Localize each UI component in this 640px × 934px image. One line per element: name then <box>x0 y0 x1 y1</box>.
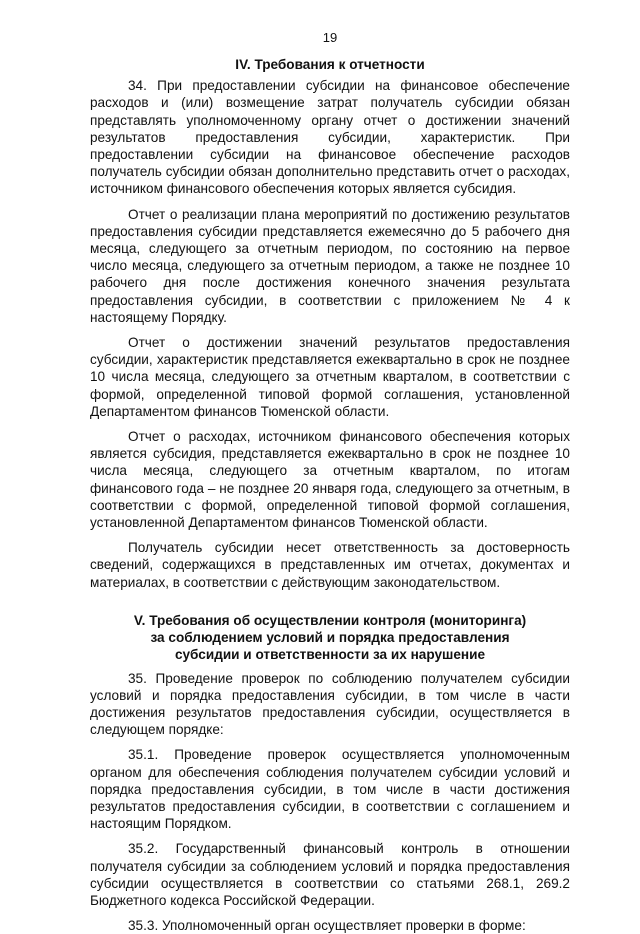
page-number: 19 <box>322 30 338 45</box>
section-5-title-line: V. Требования об осуществлении контроля (мониторинга) <box>133 612 527 628</box>
paragraph-results-report: Отчет о достижении значений результатов предоставления субсидии, характеристик представляется ежеквартально в срок не позднее 10 числа месяца, следующего за отчетным кварталом, в соответствии с формой, определенной типовой формой соглашения, установленной Департаментом финансов Тюменской области. <box>90 335 570 419</box>
paragraph-35-2: 35.2. Государственный финансовый контроль в отношении получателя субсидии за соблюдением условий и порядка предоставления субсидии осуществляется в соответствии со статьями 268.1, 269.2 Бюджетного кодекса Российской Федерации. <box>90 841 570 908</box>
paragraph-expenses-report: Отчет о расходах, источником финансового обеспечения которых является субсидия, представляется ежеквартально в срок не позднее 10 числа месяца, следующего за отчетным кварталом, по итогам финансового года – не позднее 20 января года, следующего за отчетным, в соответствии с формой, определенной типовой формой соглашения, установленной Департаментом финансов Тюменской области. <box>90 429 570 531</box>
section-5-title-line: за соблюдением условий и порядка предоставления <box>150 630 510 646</box>
section-5-title <box>90 612 570 664</box>
paragraph-35: 35. Проведение проверок по соблюдению получателем субсидии условий и порядка предоставления субсидии, в том числе в части достижения результатов предоставления субсидии, осуществляется в следующем порядке: <box>90 670 570 738</box>
section-4-title: IV. Требования к отчетности <box>235 57 425 72</box>
section-5-title-line: субсидии и ответственности за их нарушение <box>174 647 486 663</box>
paragraph-34: 34. При предоставлении субсидии на финансовое обеспечение расходов и (или) возмещение затрат получатель субсидии обязан представлять уполномоченному органу отчет о достижении значений результатов предоставления субсидии, характеристик. При предоставлении субсидии на финансовое обеспечение расходов получатель субсидии обязан дополнительно представить отчет о расходах, источником финансового обеспечения которых является субсидия. <box>90 78 570 197</box>
paragraph-plan-report: Отчет о реализации плана мероприятий по достижению результатов предоставления субсидии представляется ежемесячно до 5 рабочего дня месяца, следующего за отчетным периодом, по состоянию на первое число месяца, следующего за отчетным периодом, а также не позднее 10 рабочего дня после достижения конечного значения результата предоставления субсидии, в соответствии с приложением № 4 к настоящему Порядку. <box>90 206 570 325</box>
paragraph-35-1: 35.1. Проведение проверок осуществляется уполномоченным органом для обеспечения соблюдения получателем субсидии условий и порядка предоставления субсидии, в том числе в части достижения результатов предоставления субсидии, в соответствии с соглашением и настоящим Порядком. <box>90 747 570 832</box>
paragraph-35-3: 35.3. Уполномоченный орган осуществляет проверки в форме: <box>128 918 526 934</box>
paragraph-responsibility: Получатель субсидии несет ответственность за достоверность сведений, содержащихся в представленных им отчетах, документах и материалах, в соответствии с действующим законодательством. <box>90 540 570 590</box>
